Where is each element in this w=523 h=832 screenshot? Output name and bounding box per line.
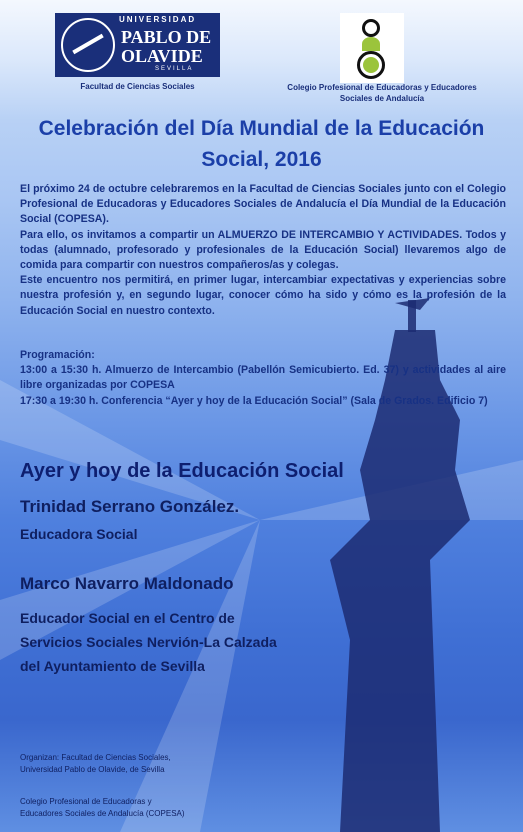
logo-text: SEVILLA xyxy=(155,66,194,72)
paragraph: Este encuentro nos permitirá, en primer lugar, intercambiar expectativas y experiencias sobre nuestra profesión y, en segundo lugar, conocer cómo ha sido y cómo es la profesión de la Educación Social en nuestro contexto. xyxy=(20,274,506,317)
logo-green-icon xyxy=(363,57,379,73)
organizers xyxy=(20,752,171,776)
speaker-role: Educadora Social xyxy=(20,526,138,542)
university-emblem-icon xyxy=(61,18,115,72)
copesa-caption: Colegio Profesional de Educadoras y Educadores Sociales de Andalucía xyxy=(287,83,477,103)
logo-ring-icon xyxy=(362,19,380,37)
programme-item: 13:00 a 15:30 h. Almuerzo de Intercambio (Pabellón Semicubierto. Ed. 37) y actividades al aire libre organizadas por COPESA xyxy=(20,364,506,392)
logo-green-icon xyxy=(362,37,380,51)
university-logo xyxy=(55,13,220,77)
speaker-role-line: Servicios Sociales Nervión-La Calzada xyxy=(20,634,277,650)
paragraph: Para ello, os invitamos a compartir un ALMUERZO DE INTERCAMBIO Y ACTIVIDADES. Todos y todas (alumnado, profesorado y profesionales de la Educación Social) llevaremos algo de comida para compartir con nuestros compañeros/as y colegas. xyxy=(20,228,506,272)
organizers-line: Universidad Pablo de Olavide, de Sevilla xyxy=(20,765,165,774)
speaker-name: Marco Navarro Maldonado xyxy=(20,574,234,593)
college-line: Educadores Sociales de Andalucía (COPESA) xyxy=(20,809,185,818)
event-title: Celebración del Día Mundial de la Educación Social, 2016 xyxy=(38,117,485,171)
speaker-role xyxy=(20,606,277,678)
upo-caption: Facultad de Ciencias Sociales xyxy=(80,82,195,91)
copesa-logo xyxy=(340,13,404,83)
logo-text: UNIVERSIDAD xyxy=(119,15,197,24)
speaker-role-line: del Ayuntamiento de Sevilla xyxy=(20,658,205,674)
speaker-name: Trinidad Serrano González. xyxy=(20,497,240,516)
logo-text: PABLO DE xyxy=(121,27,212,47)
talk-title: Ayer y hoy de la Educación Social xyxy=(20,460,344,482)
college-line: Colegio Profesional de Educadoras y xyxy=(20,797,152,806)
programme-heading: Programación: xyxy=(20,349,95,361)
logo-text: OLAVIDE xyxy=(121,46,203,66)
organizers-line: Organizan: Facultad de Ciencias Sociales, xyxy=(20,753,171,762)
programme-item: 17:30 a 19:30 h. Conferencia “Ayer y hoy de la Educación Social” (Sala de Grados. Edificio 7) xyxy=(20,394,488,407)
paragraph: El próximo 24 de octubre celebraremos en la Facultad de Ciencias Sociales junto con el Colegio Profesional de Educadoras y Educadores Sociales de Andalucía el Día Mundial de la Educación Social (COPESA). xyxy=(20,183,506,226)
speaker-role-line: Educador Social en el Centro de xyxy=(20,610,235,626)
college-credit xyxy=(20,796,185,820)
event-description xyxy=(20,182,506,319)
programme xyxy=(20,348,506,409)
